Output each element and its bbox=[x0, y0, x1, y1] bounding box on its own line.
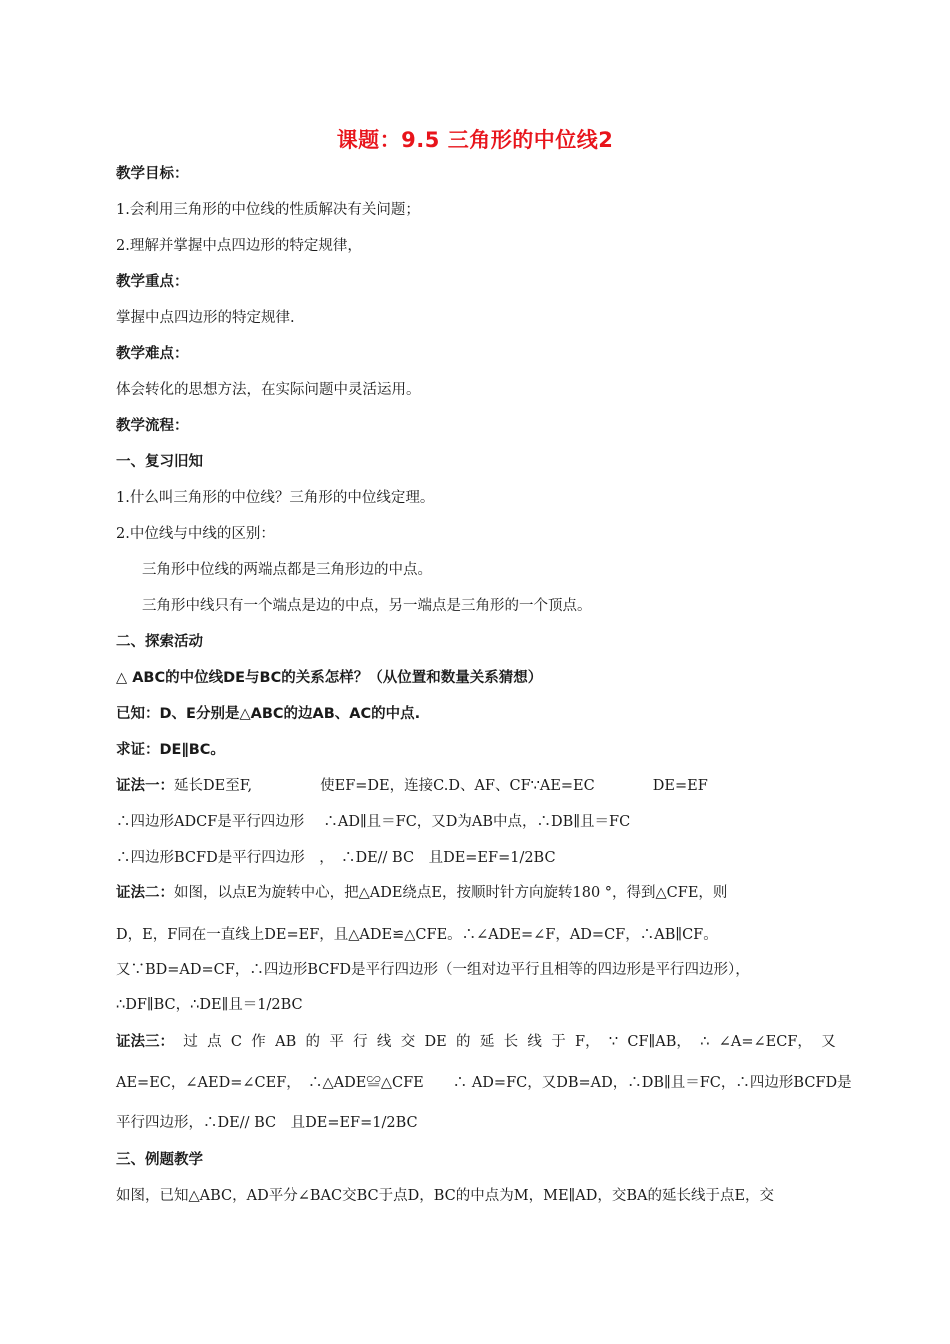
objective-item: 1.会利用三角形的中位线的性质解决有关问题； bbox=[116, 202, 420, 218]
method2-line4: ∴DF∥BC，∴DE∥且＝1/2BC bbox=[116, 997, 303, 1013]
method3-line2: AE=EC，∠AED=∠CEF， ∴△ADE≌△CFE ∴ AD=FC，又DB=AD，∴DB∥且＝FC，∴四边形BCFD是 bbox=[116, 1075, 852, 1091]
review-item: 1.什么叫三角形的中位线？三角形的中位线定理。 bbox=[116, 490, 435, 506]
difficulties-heading: 教学难点： bbox=[116, 346, 189, 362]
review-heading: 一、复习旧知 bbox=[116, 454, 203, 470]
explore-prove: 求证：DE∥BC。 bbox=[116, 742, 225, 758]
lesson-title: 课题：9.5 三角形的中位线2 bbox=[336, 128, 614, 152]
example-heading: 三、例题教学 bbox=[116, 1152, 203, 1168]
review-note: 三角形中位线的两端点都是三角形边的中点。 bbox=[142, 562, 432, 578]
process-heading: 教学流程： bbox=[116, 418, 189, 434]
method2-line1: 证法二：如图，以点E为旋转中心，把△ADE绕点E，按顺时针方向旋转180 °，得到△CFE，则 bbox=[116, 885, 728, 901]
method3-line1: 证法三： 过 点 C 作 AB 的 平 行 线 交 DE 的 延 长 线 于 F， ∵ CF∥AB， ∴ ∠A=∠ECF， 又 bbox=[116, 1034, 836, 1050]
explore-given: 已知：D、E分别是△ABC的边AB、AC的中点. bbox=[116, 706, 421, 722]
review-item: 2.中位线与中线的区别： bbox=[116, 526, 275, 542]
method1-line1: 证法一：延长DE至F, 使EF=DE，连接C.D、AF、CF∵AE=EC DE=EF bbox=[116, 778, 708, 794]
key-points-text: 掌握中点四边形的特定规律. bbox=[116, 310, 295, 326]
method1-label: 证法一： bbox=[116, 778, 174, 794]
difficulties-text: 体会转化的思想方法，在实际问题中灵活运用。 bbox=[116, 382, 421, 398]
method2-line2: D，E，F同在一直线上DE=EF，且△ADE≌△CFE。∴∠ADE=∠F，AD=CF，∴AB∥CF。 bbox=[116, 927, 718, 943]
explore-question: △ ABC的中位线DE与BC的关系怎样？（从位置和数量关系猜想） bbox=[116, 670, 543, 686]
method2-line3: 又∵BD=AD=CF，∴四边形BCFD是平行四边形（一组对边平行且相等的四边形是平行四边形）， bbox=[116, 962, 750, 978]
key-points-heading: 教学重点： bbox=[116, 274, 189, 290]
method3-label: 证法三： bbox=[116, 1034, 174, 1050]
objective-item: 2.理解并掌握中点四边形的特定规律， bbox=[116, 238, 362, 254]
method3-line3: 平行四边形，∴DE// BC 且DE=EF=1/2BC bbox=[116, 1115, 418, 1131]
method2-label: 证法二： bbox=[116, 885, 174, 901]
explore-heading: 二、探索活动 bbox=[116, 634, 203, 650]
example-line1: 如图，已知△ABC，AD平分∠BAC交BC于点D，BC的中点为M，ME∥AD，交BA的延长线于点E，交 bbox=[116, 1188, 775, 1204]
method1-line2: ∴四边形ADCF是平行四边形 ∴AD∥且＝FC，又D为AB中点，∴DB∥且＝FC bbox=[116, 814, 631, 830]
review-note: 三角形中线只有一个端点是边的中点，另一端点是三角形的一个顶点。 bbox=[142, 598, 592, 614]
method1-line3: ∴四边形BCFD是平行四边形 ， ∴DE// BC 且DE=EF=1/2BC bbox=[116, 850, 556, 866]
objectives-heading: 教学目标： bbox=[116, 166, 189, 182]
